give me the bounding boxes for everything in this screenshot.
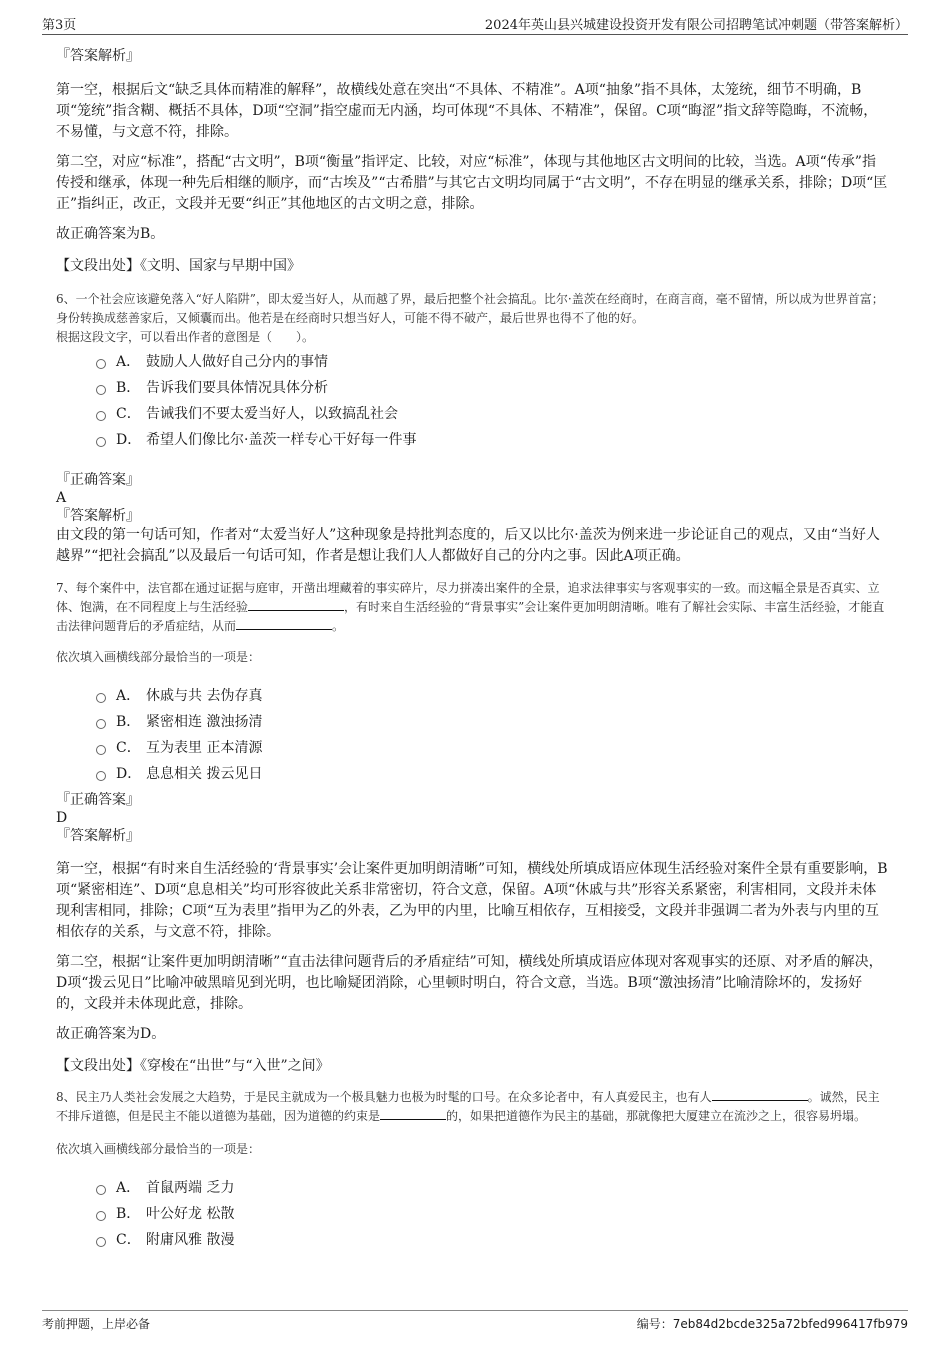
radio-icon[interactable] xyxy=(96,771,106,781)
q7-option-a[interactable]: A． 休戚与共 去伪存真 xyxy=(96,683,888,709)
q8-question-text: 8、民主乃人类社会发展之大趋势，于是民主就成为一个极具魅力也极为时髦的口号。在众多论者中，有人真爱民主，也有人 。诚然，民主不排斥道德，但是民主不能以道德为基础，因为道德的约束是 的，如果把道德作为民主的基础，那就像把大厦建立在流沙之上，很容易坍塌。 xyxy=(56,1090,880,1123)
fill-blank xyxy=(380,1107,446,1120)
q7-correct-answer: D xyxy=(56,810,68,826)
q5-analysis-para2: 第二空，对应“标准”，搭配“古文明”，B项“衡量”指评定、比较，对应“标准”，体现与其他地区古文明间的比较，当选。A项“传承”指传授和继承，体现一种先后相继的顺序，而“古埃及”“古希腊”与其它古文明均同属于“古文明”，不存在明显的继承关系，排除；D项“匡正”指纠正，改正，文段并无要“纠正”其他地区的古文明之意，排除。 xyxy=(56,154,888,212)
q7-prompt: 依次填入画横线部分最恰当的一项是： xyxy=(56,650,261,664)
fill-blank xyxy=(248,598,344,611)
q7-correct-label: 『正确答案』 xyxy=(56,792,140,808)
q8-options xyxy=(56,1175,888,1253)
q5-analysis-label: 『答案解析』 xyxy=(56,48,140,64)
radio-icon[interactable] xyxy=(96,385,106,395)
q6-analysis-label: 『答案解析』 xyxy=(56,508,140,524)
q7-conclusion: 故正确答案为D。 xyxy=(56,1026,166,1042)
q7-option-b[interactable]: B． 紧密相连 激浊扬清 xyxy=(96,709,888,735)
radio-icon[interactable] xyxy=(96,1237,106,1247)
q6-option-d[interactable]: D． 希望人们像比尔·盖茨一样专心干好每一件事 xyxy=(96,427,888,453)
page-header xyxy=(42,12,908,35)
radio-icon[interactable] xyxy=(96,411,106,421)
q8-prompt: 依次填入画横线部分最恰当的一项是： xyxy=(56,1142,261,1156)
q7-options xyxy=(56,683,888,787)
q6-analysis: 由文段的第一句话可知，作者对“太爱当好人”这种现象是持批判态度的，后又以比尔·盖茨为例来进一步论证自己的观点，又由“当好人越界”“把社会搞乱”以及最后一句话可知，作者是想让我们人人都做好自己的分内之事。因此A项正确。 xyxy=(56,527,880,564)
q7-analysis-label: 『答案解析』 xyxy=(56,828,140,844)
q8-option-b[interactable]: B． 叶公好龙 松散 xyxy=(96,1201,888,1227)
q6-correct-answer: A xyxy=(56,490,67,506)
q6-option-a[interactable]: A． 鼓励人人做好自己分内的事情 xyxy=(96,349,888,375)
page-content xyxy=(56,44,888,1253)
q6-prompt: 根据这段文字，可以看出作者的意图是（ ）。 xyxy=(56,330,315,344)
q8-option-c[interactable]: C． 附庸风雅 散漫 xyxy=(96,1227,888,1253)
q8-option-a[interactable]: A． 首鼠两端 乏力 xyxy=(96,1175,888,1201)
q7-question-text: 7、每个案件中，法官都在通过证据与庭审，开凿出埋藏着的事实碎片，尽力拼凑出案件的全景，追求法律事实与客观事实的一致。而这幅全景是否真实、立体、饱满，在不同程度上与生活经验 ，有时来自生活经验的“背景事实”会让案件更加明朗清晰。唯有了解社会实际、丰富生活经验，才能直击法律问题背后的矛盾症结，从而 。 xyxy=(56,581,885,633)
radio-icon[interactable] xyxy=(96,437,106,447)
radio-icon[interactable] xyxy=(96,719,106,729)
footer-slogan: 考前押题，上岸必备 xyxy=(42,1317,151,1331)
q7-option-d[interactable]: D． 息息相关 拨云见日 xyxy=(96,761,888,787)
q6-option-b[interactable]: B． 告诉我们要具体情况具体分析 xyxy=(96,375,888,401)
q6-question-text: 6、一个社会应该避免落入“好人陷阱”，即太爱当好人，从而越了界，最后把整个社会搞乱。比尔·盖茨在经商时，在商言商，毫不留情，所以成为世界首富；身份转换成慈善家后，又倾囊而出。他若是在经商时只想当好人，可能不得不破产，最后世界也得不了他的好。 xyxy=(56,292,884,325)
document-title: 2024年英山县兴城建设投资开发有限公司招聘笔试冲刺题（带答案解析） xyxy=(484,18,908,33)
radio-icon[interactable] xyxy=(96,1211,106,1221)
page-footer xyxy=(42,1310,908,1333)
q5-source: 【文段出处】《文明、国家与早期中国》 xyxy=(56,258,301,274)
q7-option-c[interactable]: C． 互为表里 正本清源 xyxy=(96,735,888,761)
fill-blank xyxy=(236,617,332,630)
q6-correct-label: 『正确答案』 xyxy=(56,472,140,488)
radio-icon[interactable] xyxy=(96,359,106,369)
q7-analysis-para2: 第二空，根据“让案件更加明朗清晰”“直击法律问题背后的矛盾症结”可知，横线处所填成语应体现对客观事实的还原、对矛盾的解决，D项“拨云见日”比喻冲破黑暗见到光明，也比喻疑团消除，心里顿时明白，符合文意，当选。B项“激浊扬清”比喻清除坏的，发扬好的，文段并未体现此意，排除。 xyxy=(56,954,883,1012)
fill-blank xyxy=(712,1088,808,1101)
radio-icon[interactable] xyxy=(96,1185,106,1195)
radio-icon[interactable] xyxy=(96,693,106,703)
q5-conclusion: 故正确答案为B。 xyxy=(56,226,165,242)
q6-option-c[interactable]: C． 告诫我们不要太爱当好人，以致搞乱社会 xyxy=(96,401,888,427)
page-number: 第3页 xyxy=(42,18,77,33)
q5-analysis-para1: 第一空，根据后文“缺乏具体而精准的解释”，故横线处意在突出“不具体、不精准”。A项“抽象”指不具体，太笼统，细节不明确，B项“笼统”指含糊、概括不具体，D项“空洞”指空虚而无内涵，均可体现“不具体、不精准”，保留。C项“晦涩”指文辞等隐晦，不流畅，不易懂，与文意不符，排除。 xyxy=(56,82,878,140)
radio-icon[interactable] xyxy=(96,745,106,755)
q7-analysis-para1: 第一空，根据“有时来自生活经验的‘背景事实’会让案件更加明朗清晰”可知，横线处所填成语应体现生活经验对案件全景有重要影响，B项“紧密相连”、D项“息息相关”均可形容彼此关系非常密切，符合文意，保留。A项“休戚与共”形容关系紧密，利害相同，文段并未体现利害相同，排除；C项“互为表里”指甲为乙的外表，乙为甲的内里，比喻互相依存，互相接受，文段并非强调二者为外表与内里的互相依存的关系，与文意不符，排除。 xyxy=(56,861,888,940)
document-id: 编号：7eb84d2bcde325a72bfed996417fb979 xyxy=(636,1317,908,1331)
q6-options xyxy=(56,349,888,453)
q7-source: 【文段出处】《穿梭在“出世”与“入世”之间》 xyxy=(56,1058,330,1074)
